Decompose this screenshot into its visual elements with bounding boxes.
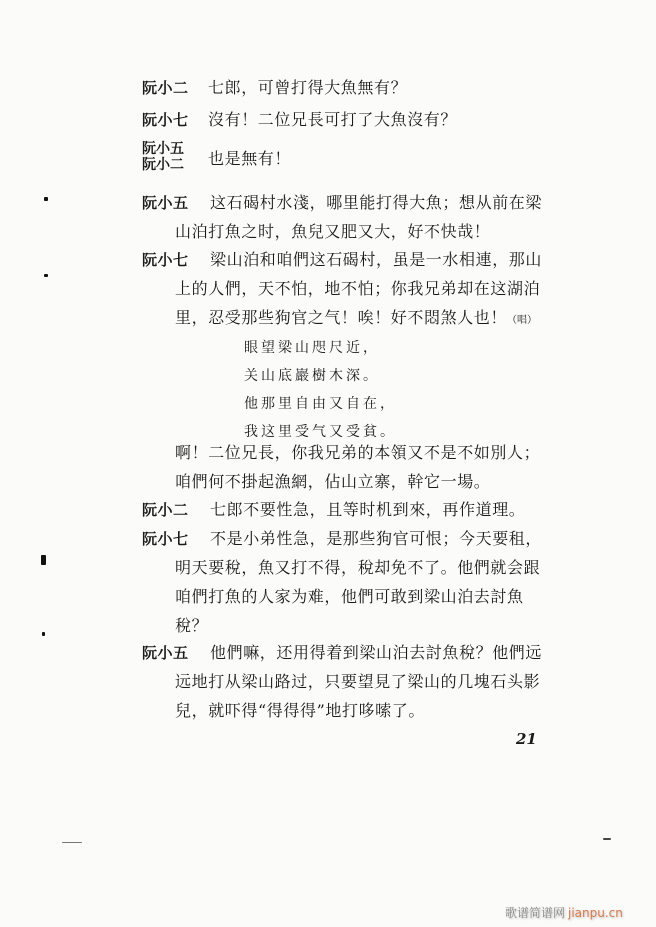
verse-line: 我这里受气又受貧。 bbox=[244, 424, 397, 440]
scan-speck bbox=[42, 632, 45, 636]
stage-cue: （唱） bbox=[507, 315, 538, 326]
dialogue-line: 七郎，可曾打得大魚無有？ bbox=[208, 78, 408, 97]
dialogue-line: 山泊打魚之时，魚兒又肥又大，好不快哉！ bbox=[175, 222, 491, 241]
speaker-label: 阮小二 bbox=[142, 157, 184, 173]
dialogue-line: 明天要稅，魚又打不得，稅却免不了。他們就会跟 bbox=[175, 558, 541, 577]
dialogue-line: 七郎不要性急，且等时机到來，再作道理。 bbox=[210, 500, 526, 519]
speaker-label: 阮小五 bbox=[142, 644, 189, 662]
verse-line: 他那里自由又自在， bbox=[244, 396, 397, 412]
dialogue-line: 他們嘛，还用得着到梁山泊去討魚稅？他們远 bbox=[210, 643, 543, 662]
speaker-label: 阮小二 bbox=[142, 501, 189, 519]
watermark-en: jianpu.cn bbox=[568, 906, 623, 920]
watermark bbox=[505, 904, 623, 921]
dialogue-line: 也是無有！ bbox=[208, 149, 292, 168]
dialogue-text: 里，忍受那些狗官之气！唉！好不悶煞人也！ bbox=[175, 308, 508, 327]
speaker-label: 阮小七 bbox=[142, 251, 189, 269]
dialogue-line: 稅？ bbox=[175, 616, 209, 635]
speaker-label: 阮小七 bbox=[142, 530, 189, 548]
verse-line: 眼望梁山咫尺近， bbox=[244, 340, 380, 356]
dialogue-line: 啊！二位兄長，你我兄弟的本領又不是不如別人； bbox=[175, 443, 541, 462]
speaker-label: 阮小二 bbox=[142, 79, 189, 97]
verse-line: 关山底巖樹木深。 bbox=[244, 368, 380, 384]
scan-speck bbox=[603, 838, 611, 840]
dialogue-line: 咱們何不掛起漁網，佔山立寨，幹它一場。 bbox=[175, 472, 491, 491]
speaker-label: 阮小五 bbox=[142, 141, 184, 157]
dialogue-line: 这石碣村水淺，哪里能打得大魚；想从前在梁 bbox=[210, 193, 543, 212]
dialogue-line: 梁山泊和咱們这石碣村，虽是一水相連，那山 bbox=[210, 250, 543, 269]
watermark-cn: 歌谱简谱网 bbox=[505, 906, 566, 920]
dialogue-line: 咱們打魚的人家为难，他們可敢到梁山泊去討魚 bbox=[175, 587, 524, 606]
dialogue-line: 沒有！二位兄長可打了大魚沒有？ bbox=[208, 110, 458, 129]
page-number: 21 bbox=[516, 730, 537, 748]
dialogue-line: 上的人們，天不怕，地不怕；你我兄弟却在这湖泊 bbox=[175, 279, 541, 298]
scan-speck bbox=[62, 842, 82, 843]
speaker-label: 阮小五 bbox=[142, 194, 189, 212]
dialogue-line bbox=[175, 308, 537, 331]
speaker-label: 阮小七 bbox=[142, 111, 189, 129]
dialogue-line: 远地打从梁山路过，只要望見了梁山的几塊石头影 bbox=[175, 672, 541, 691]
scan-speck bbox=[44, 274, 48, 277]
dialogue-line: 兒，就吓得“得得得”地打哆嗦了。 bbox=[175, 701, 425, 720]
scan-speck bbox=[44, 197, 48, 201]
scan-speck bbox=[41, 555, 46, 565]
dialogue-line: 不是小弟性急，是那些狗官可恨；今天要租， bbox=[210, 529, 543, 548]
speaker-label-group bbox=[142, 141, 184, 173]
